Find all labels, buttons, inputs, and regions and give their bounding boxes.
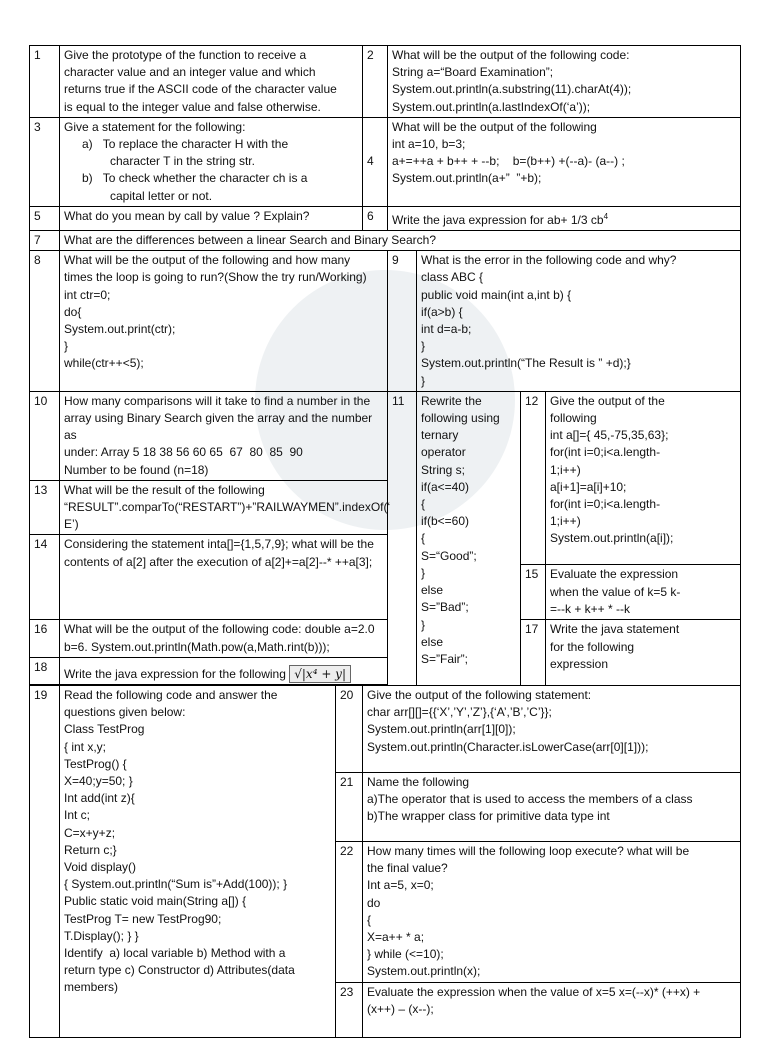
q9-text-line-3: public void main(int a,int b) {	[421, 287, 572, 302]
q22-text-line-3: Int a=5, x=0;	[367, 878, 434, 893]
q11-text-line-11: }	[421, 565, 426, 580]
q9-text-line-6: }	[421, 339, 426, 354]
q19-text-line-14: TestProg T= new TestProg90;	[64, 911, 222, 926]
q8-text	[60, 251, 388, 392]
q17-text-line-2: for the following	[550, 639, 635, 654]
q22-number: 22	[336, 841, 363, 982]
q5-text: What do you mean by call by value ? Explain?	[60, 206, 363, 230]
q12-text-line-2: following	[550, 411, 597, 426]
q9-text-line-1: What is the error in the following code and why?	[421, 253, 677, 268]
q21-text-line-1: Name the following	[367, 774, 470, 789]
q23-text	[363, 982, 741, 1037]
q11-text-line-5: String s;	[421, 462, 466, 477]
q18-text	[60, 657, 388, 684]
q10-text-line-1: How many comparisons will it take to find a number in the	[64, 393, 371, 408]
q10-number: 10	[30, 391, 60, 480]
q10-text-line-3: under: Array 5 18 38 56 60 65 67 80 85 90	[64, 445, 303, 460]
q3-intro: Give a statement for the following:	[64, 119, 246, 134]
q20-text-line-1: Give the output of the following statement:	[367, 687, 592, 702]
q19-text-line-10: Return c;}	[64, 842, 117, 857]
q6-superscript: 4	[603, 211, 609, 221]
q14-number: 14	[30, 535, 60, 620]
q4-text-line-2: int a=10, b=3;	[392, 137, 466, 152]
q5-number: 5	[30, 206, 60, 230]
q1-text-line-2: character value and an integer value and which	[64, 65, 316, 80]
q22-text-line-5: {	[367, 912, 372, 927]
q21-text	[363, 772, 741, 841]
q13-text	[60, 480, 391, 535]
q21-number: 21	[336, 772, 363, 841]
q11-text-line-13: S=”Bad”;	[421, 600, 469, 615]
q12-text	[546, 391, 741, 565]
q11-text-line-12: else	[421, 583, 444, 598]
q19-text-line-2: questions given below:	[64, 705, 186, 720]
q18-prompt: Write the java expression for the following	[64, 666, 286, 681]
q9-number: 9	[388, 251, 417, 392]
q3-a-label: a)	[82, 137, 93, 152]
q2-number: 2	[363, 46, 388, 118]
q17-number: 17	[521, 620, 546, 685]
q10-text-line-4: Number to be found (n=18)	[64, 462, 209, 477]
q16-text	[60, 620, 388, 657]
q21-text-line-3: b)The wrapper class for primitive data type int	[367, 809, 610, 824]
q19-text-line-15: T.Display(); } }	[64, 928, 139, 943]
q9-text-line-8: }	[421, 373, 426, 388]
q3-text	[60, 117, 363, 206]
q10-text	[60, 391, 388, 480]
q3-a-line-2: character T in the string str.	[110, 154, 255, 169]
q12-number: 12	[521, 391, 546, 565]
q1-text-line-3: returns true if the ASCII code of the character value	[64, 82, 337, 97]
q17-text	[546, 620, 741, 685]
q14-text	[60, 535, 388, 620]
q8-text-line-6: }	[64, 339, 69, 354]
q13-number: 13	[30, 480, 60, 535]
q15-text-line-3: =--k + k++ * --k	[550, 601, 631, 616]
q17-text-line-1: Write the java statement	[550, 622, 680, 637]
q19-text-line-9: C=x+y+z;	[64, 825, 116, 840]
q9-text-line-7: System.out.println(“The Result is ” +d);}	[421, 356, 631, 371]
q11-text-line-10: S=“Good”;	[421, 548, 477, 563]
q6-expression: Write the java expression for ab+ 1/3 cb	[392, 212, 604, 227]
q19-text-line-13: Public static void main(String a[]) {	[64, 894, 247, 909]
q19-text-line-12: { System.out.println(“Sum is”+Add(100)); }	[64, 877, 288, 892]
q19-text-line-17: return type c) Constructor d) Attributes(data	[64, 963, 295, 978]
q19-number: 19	[30, 685, 60, 1037]
q12-text-line-1: Give the output of the	[550, 393, 665, 408]
q11-text-line-3: ternary	[421, 428, 459, 443]
q13-text-line-3: E’)	[64, 517, 79, 532]
q15-text	[546, 565, 741, 620]
q16-text-line-1: What will be the output of the following code: double a=2.0	[64, 622, 375, 637]
q12-text-line-6: a[i+1]=a[i]+10;	[550, 479, 627, 494]
q3-part-a	[64, 136, 358, 153]
q23-number: 23	[336, 982, 363, 1037]
q3-b-line-1: To check whether the character ch is a	[102, 171, 308, 186]
q20-text	[363, 685, 741, 772]
q11-text-line-14: }	[421, 617, 426, 632]
q4-text	[388, 117, 741, 206]
q8-text-line-2: times the loop is going to run?(Show the try run/Working)	[64, 270, 367, 285]
q1-text-line-4: is equal to the integer value and false otherwise.	[64, 99, 321, 114]
q9-text-line-5: int d=a-b;	[421, 322, 472, 337]
q11-text-line-8: if(b<=60)	[421, 514, 470, 529]
q12-text-line-5: 1;i++)	[550, 462, 581, 477]
q19-text	[60, 685, 336, 1037]
q2-text	[388, 46, 741, 118]
q19-text-line-6: X=40;y=50; }	[64, 773, 133, 788]
q12-text-line-7: for(int i=0;i<a.length-	[550, 497, 661, 512]
q3-number: 3	[30, 117, 60, 206]
q9-text-line-2: class ABC {	[421, 270, 484, 285]
q22-text-line-4: do	[367, 895, 381, 910]
q3-b-line-2: capital letter or not.	[110, 188, 213, 203]
q16-number: 16	[30, 620, 60, 657]
q19-text-line-4: { int x,y;	[64, 739, 107, 754]
q11-text-line-2: following using	[421, 411, 500, 426]
q11-text-line-4: operator	[421, 445, 466, 460]
q10-text-line-2: array using Binary Search given the array and the number as	[64, 411, 376, 443]
q8-text-line-4: do{	[64, 304, 82, 319]
q21-text-line-2: a)The operator that is used to access the members of a class	[367, 792, 693, 807]
q20-text-line-3: System.out.println(arr[1][0]);	[367, 722, 516, 737]
q11-text-line-15: else	[421, 634, 444, 649]
q11-text-line-1: Rewrite the	[421, 393, 482, 408]
q18-number: 18	[30, 657, 60, 684]
q14-text-line-2: contents of a[2] after the execution of a[2]+=a[2]--* ++a[3];	[64, 554, 373, 569]
q9-text	[417, 251, 741, 392]
q8-text-line-1: What will be the output of the following and how many	[64, 253, 351, 268]
q19-text-line-18: members)	[64, 980, 119, 995]
q6-text	[388, 206, 741, 230]
q2-text-line-3: System.out.println(a.substring(11).charAt(4));	[392, 82, 632, 97]
q12-text-line-4: for(int i=0;i<a.length-	[550, 445, 661, 460]
q22-text-line-1: How many times will the following loop execute? what will be	[367, 843, 690, 858]
q19-text-line-16: Identify a) local variable b) Method with a	[64, 945, 286, 960]
q4-text-line-3: a+=++a + b++ + --b; b=(b++) +(--a)- (a--) ;	[392, 154, 625, 169]
q22-text-line-8: System.out.println(x);	[367, 964, 481, 979]
q19-text-line-3: Class TestProg	[64, 722, 145, 737]
q7-number: 7	[30, 231, 60, 251]
q3-a-line-1: To replace the character H with the	[102, 137, 289, 152]
q23-text-line-1: Evaluate the expression when the value of x=5 x=(--x)* (++x) +	[367, 984, 701, 999]
q15-number: 15	[521, 565, 546, 620]
q13-text-line-2: “RESULT”.comparTo(“RESTART”)+”RAILWAYMEN”.indexOf(‘	[64, 500, 391, 515]
q19-text-line-7: Int add(int z){	[64, 791, 135, 806]
q3-b-label: b)	[82, 171, 93, 186]
q8-text-line-7: while(ctr++<5);	[64, 356, 144, 371]
q9-text-line-4: if(a>b) {	[421, 304, 463, 319]
q22-text-line-6: X=a++ * a;	[367, 929, 425, 944]
q12-text-line-3: int a[]={ 45,-75,35,63};	[550, 428, 669, 443]
q3-part-b	[64, 170, 358, 187]
q20-text-line-2: char arr[][]={{‘X’,’Y’,’Z’},{‘A’,’B’,’C’}};	[367, 705, 552, 720]
q20-number: 20	[336, 685, 363, 772]
q1-text-line-1: Give the prototype of the function to receive a	[64, 48, 307, 62]
q12-text-line-9: System.out.println(a[i]);	[550, 531, 674, 546]
q12-text-line-8: 1;i++)	[550, 514, 581, 529]
q15-text-line-2: when the value of k=5 k-	[550, 584, 681, 599]
q14-text-line-1: Considering the statement inta[]={1,5,7,9}; what will be the	[64, 537, 374, 552]
question-table	[29, 45, 741, 1038]
q4-text-line-4: System.out.println(a+” ”+b);	[392, 171, 542, 186]
q16-text-line-2: b=6. System.out.println(Math.pow(a,Math.rint(b)));	[64, 639, 330, 654]
q11-text-line-16: S=”Fair”;	[421, 651, 469, 666]
q17-text-line-3: expression	[550, 656, 609, 671]
q22-text-line-7: } while (<=10);	[367, 947, 444, 962]
q19-text-line-11: Void display()	[64, 859, 137, 874]
q1-number: 1	[30, 46, 60, 118]
q11-text	[417, 391, 521, 685]
q18-formula-image: √|x⁴ + y|	[289, 665, 351, 683]
q8-text-line-5: System.out.print(ctr);	[64, 322, 176, 337]
q11-text-line-7: {	[421, 497, 426, 512]
q15-text-line-1: Evaluate the expression	[550, 567, 679, 582]
q11-text-line-6: if(a<=40)	[421, 479, 470, 494]
q11-number: 11	[388, 391, 417, 685]
q4-number: 4	[363, 117, 388, 206]
q22-text	[363, 841, 741, 982]
q1-text	[60, 46, 363, 118]
q7-text: What are the differences between a linear Search and Binary Search?	[60, 231, 741, 251]
q19-text-line-8: Int c;	[64, 808, 91, 823]
q13-text-line-1: What will be the result of the following	[64, 482, 265, 497]
q8-number: 8	[30, 251, 60, 392]
q2-text-line-1: What will be the output of the following code:	[392, 48, 630, 62]
q2-text-line-2: String a=“Board Examination”;	[392, 65, 554, 80]
q8-text-line-3: int ctr=0;	[64, 287, 111, 302]
q2-text-line-4: System.out.println(a.lastIndexOf(‘a’));	[392, 99, 591, 114]
q6-number: 6	[363, 206, 388, 230]
q20-text-line-4: System.out.println(Character.isLowerCase(arr[0][1]));	[367, 739, 649, 754]
q11-text-line-9: {	[421, 531, 426, 546]
q19-text-line-5: TestProg() {	[64, 756, 127, 771]
q22-text-line-2: the final value?	[367, 861, 448, 876]
q23-text-line-2: (x++) – (x--);	[367, 1001, 434, 1016]
q19-text-line-1: Read the following code and answer the	[64, 687, 278, 702]
q4-text-line-1: What will be the output of the following	[392, 119, 597, 134]
